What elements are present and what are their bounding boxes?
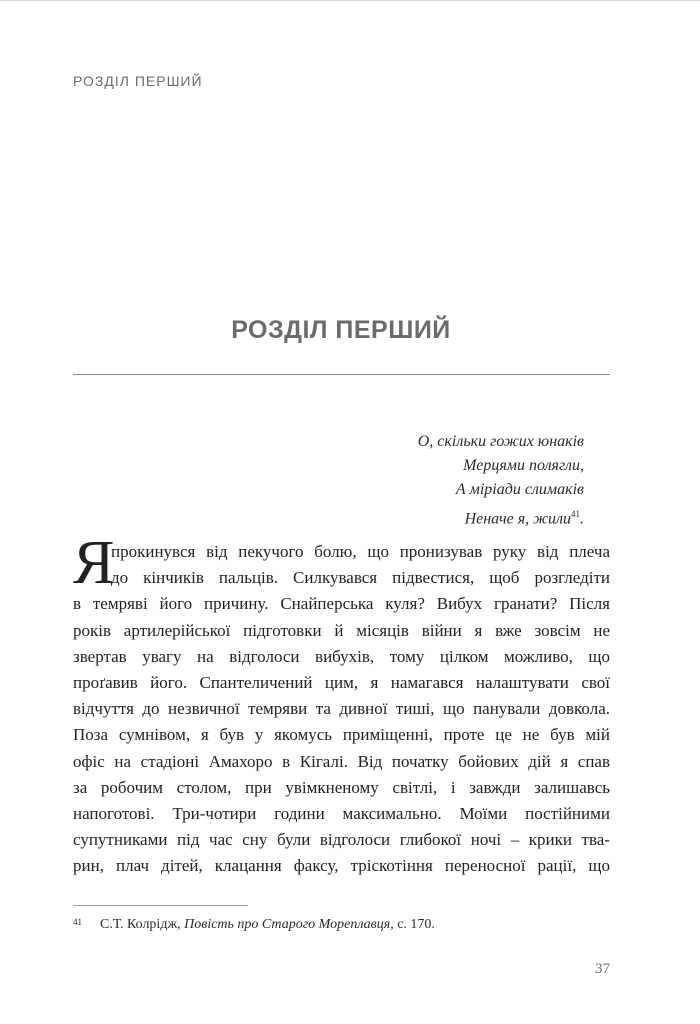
footnote-divider bbox=[73, 905, 248, 906]
body-line: рин, плач дітей, клацання факсу, тріскотіння переносної рації, що bbox=[73, 856, 610, 876]
body-paragraph bbox=[73, 539, 610, 880]
body-line: відчуття до незвичної темряви та дивної тиші, що панували довкола. bbox=[73, 699, 610, 719]
chapter-title: РОЗДІЛ ПЕРШИЙ bbox=[231, 316, 451, 344]
title-divider bbox=[73, 374, 610, 375]
epigraph-line-last bbox=[418, 502, 584, 531]
footnote-page: , с. 170. bbox=[390, 917, 435, 932]
epigraph-line: А міріади слимаків bbox=[455, 481, 584, 498]
page-number: 37 bbox=[595, 961, 610, 977]
body-line: до кінчиків пальців. Силкувався підвестися, щоб розгледіти bbox=[111, 568, 610, 588]
epigraph bbox=[418, 430, 584, 531]
epigraph-period: . bbox=[580, 510, 584, 528]
footnote bbox=[73, 917, 435, 933]
footnote-author: С.Т. Колрідж, bbox=[100, 917, 185, 932]
running-head: РОЗДІЛ ПЕРШИЙ bbox=[73, 73, 203, 89]
epigraph-line: О, скільки гожих юнаків bbox=[417, 433, 584, 450]
body-line: за робочим столом, при увімкненому світлі, і завжди залишавсь bbox=[73, 777, 610, 797]
page-top-border bbox=[0, 0, 700, 1]
footnote-work-title: Повість про Старого Мореплавця bbox=[184, 917, 391, 932]
body-line: років артилерійської підготовки й місяців війни я вже зовсім не bbox=[73, 620, 610, 640]
epigraph-line-text: Неначе я, жили bbox=[464, 510, 571, 528]
footnote-number: 41 bbox=[73, 917, 82, 927]
drop-cap: Я bbox=[73, 529, 115, 597]
body-line: прокинувся від пекучого болю, що пронизував руку від плеча bbox=[111, 542, 610, 561]
body-line: проґавив його. Спантеличений цим, я намагався налаштувати свої bbox=[73, 673, 610, 693]
body-line: Поза сумнівом, я був у якомусь приміщенні, проте це не був мій bbox=[73, 725, 610, 745]
body-line: офіс на стадіоні Амахоро в Кігалі. Від початку бойових дій я спав bbox=[73, 751, 610, 771]
body-line: звертав увагу на відголоси вибухів, тому цілком можливо, що bbox=[73, 646, 610, 666]
body-line: супутниками під час сну були відголоси глибокої ночі – крики тва- bbox=[73, 830, 610, 850]
body-line: напоготові. Три-чотири години максимально. Моїми постійними bbox=[73, 804, 610, 824]
epigraph-line: Мерцями полягли, bbox=[463, 457, 584, 474]
body-line: в темряві його причину. Снайперська куля? Вибух гранати? Після bbox=[73, 594, 610, 614]
footnote-reference[interactable]: 41 bbox=[571, 509, 580, 519]
